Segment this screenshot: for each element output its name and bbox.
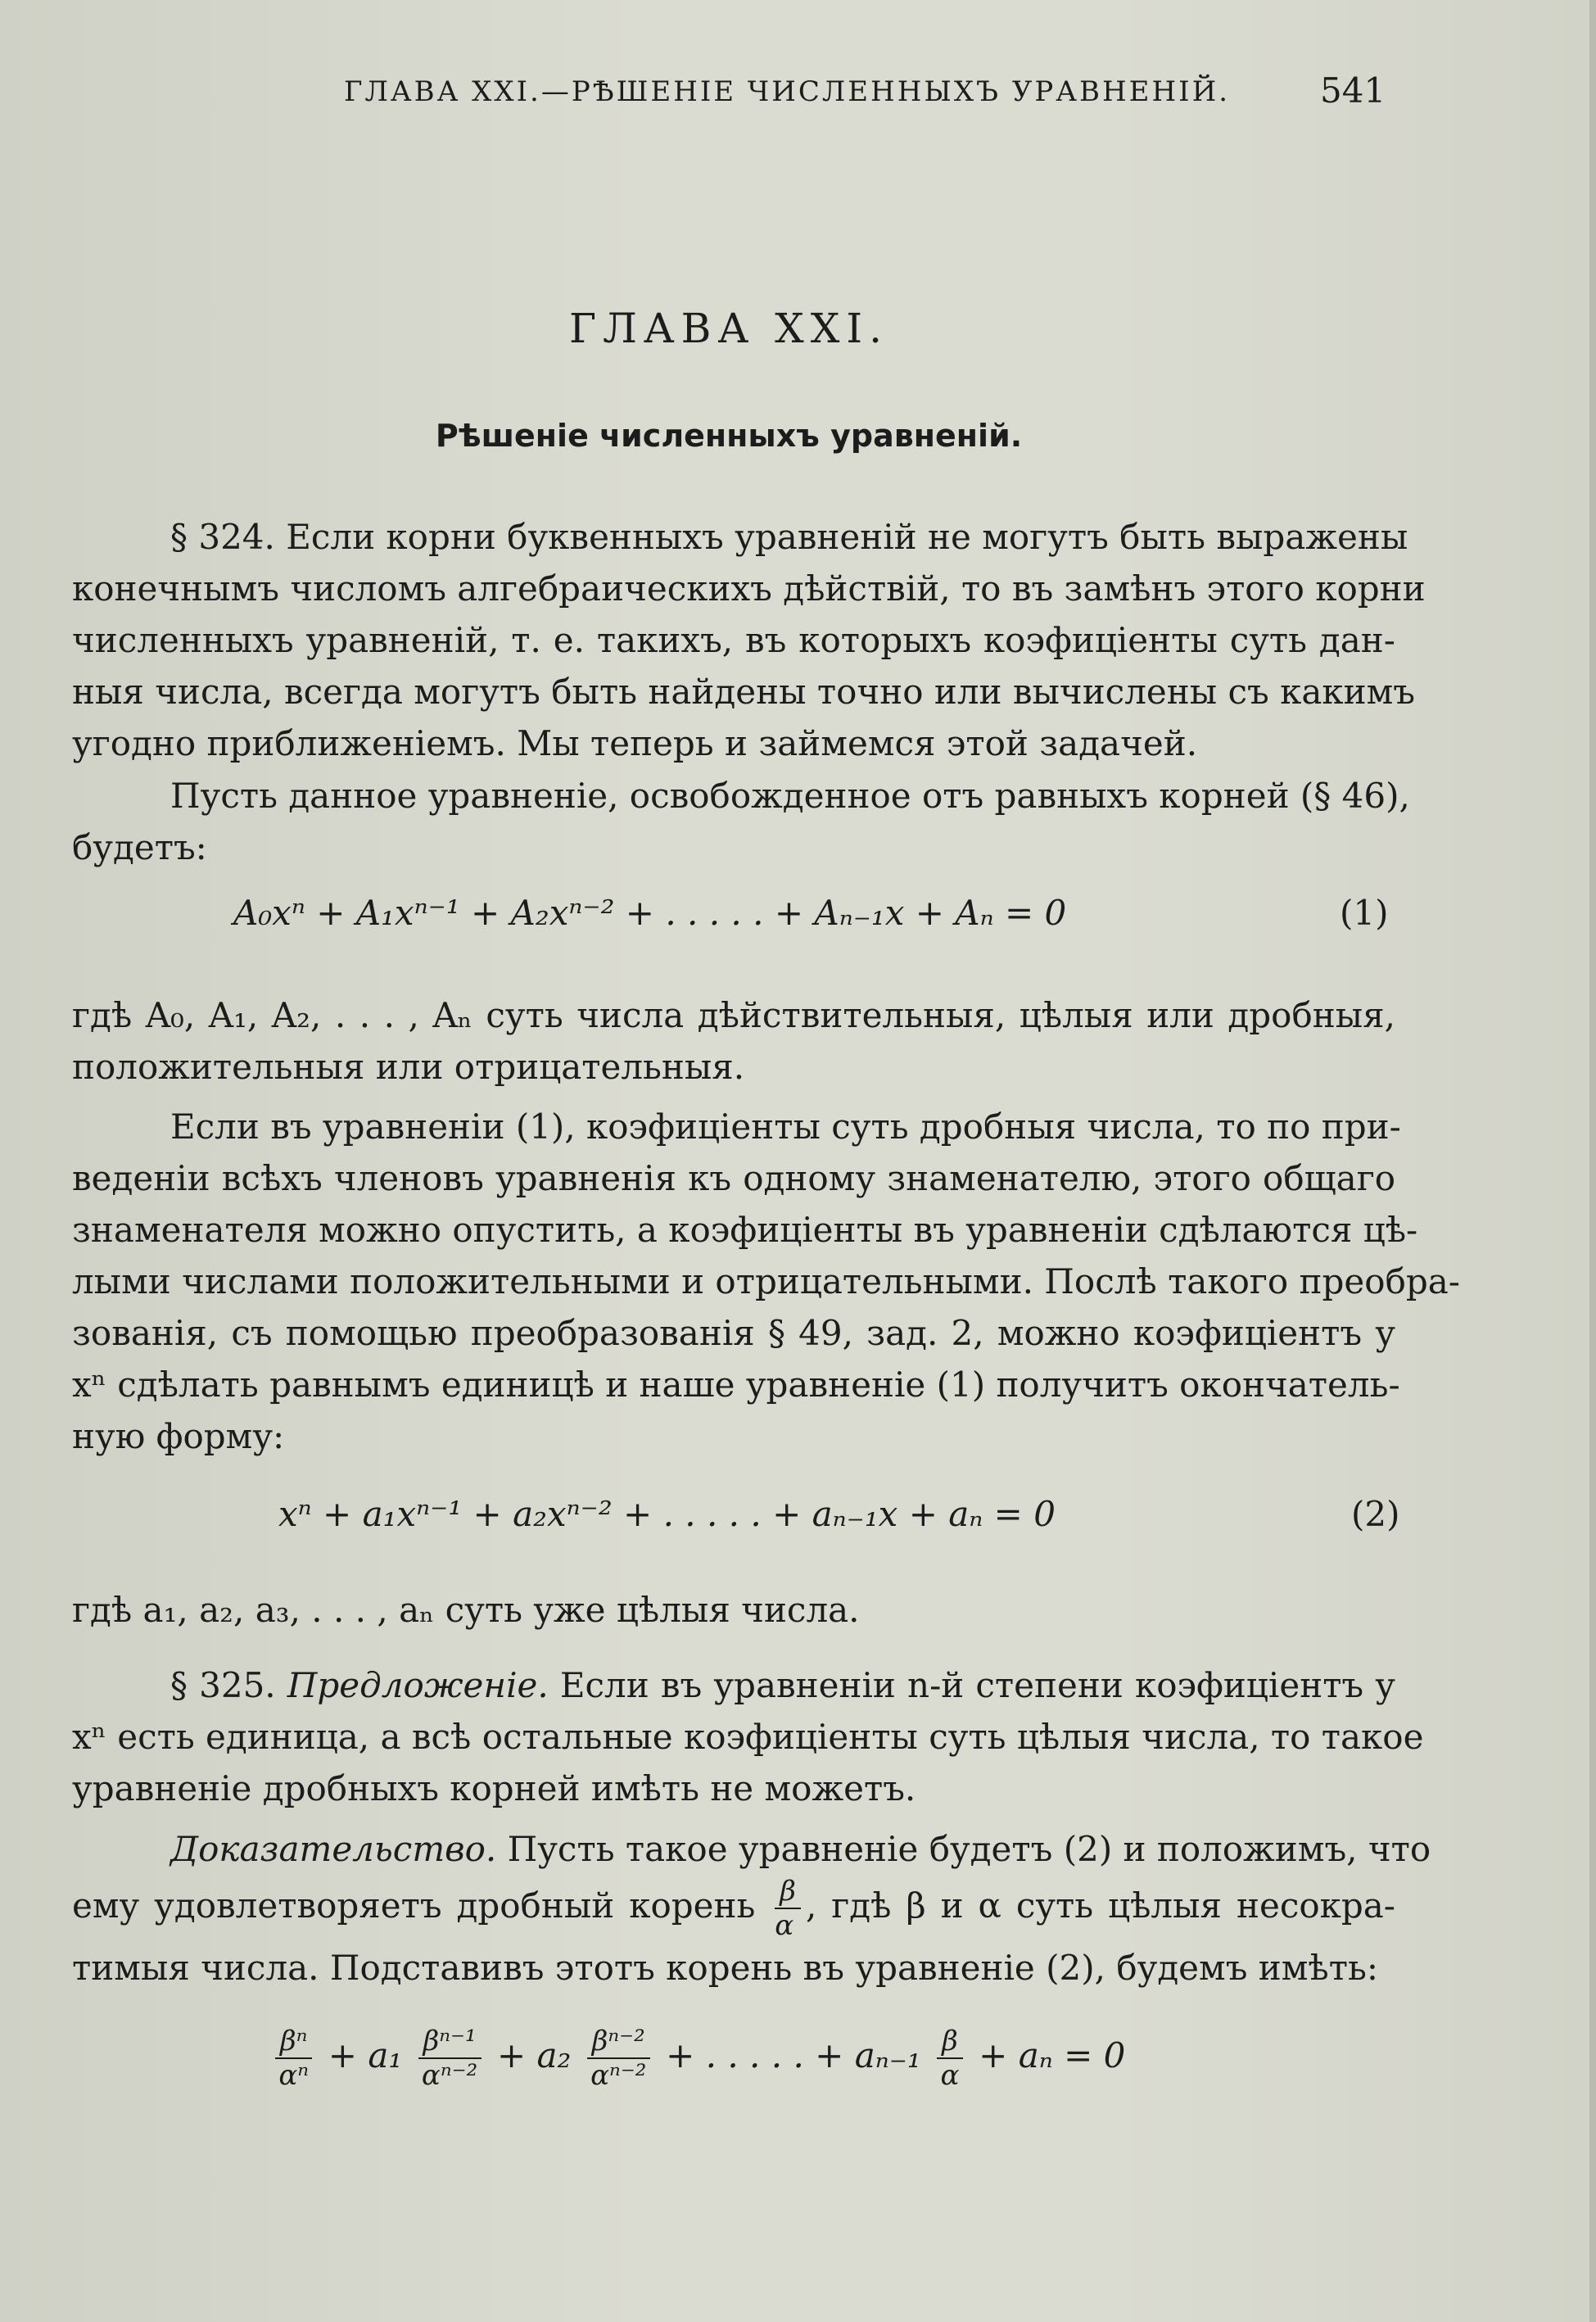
paragraph-325 xyxy=(72,1659,1424,1814)
text-line: ную форму: xyxy=(72,1416,285,1456)
text-line xyxy=(72,1823,1431,1875)
proof-term: Доказательство. xyxy=(170,1829,497,1869)
term-fraction xyxy=(418,2025,482,2092)
text-line: будетъ: xyxy=(72,827,207,867)
text-line: положительныя или отрицательныя. xyxy=(72,1047,745,1087)
equation-fragment: + a₂ xyxy=(496,2035,572,2075)
equation-3 xyxy=(270,2025,1125,2092)
fraction-denominator: αⁿ xyxy=(278,2059,310,2092)
fraction-denominator: αⁿ⁻² xyxy=(421,2059,478,2092)
fraction-numerator: βⁿ⁻² xyxy=(587,2025,650,2059)
fraction-denominator: α xyxy=(775,1909,794,1942)
fraction-numerator: β xyxy=(937,2025,963,2059)
paragraph-proof xyxy=(72,1823,1431,1994)
fraction-numerator: β xyxy=(775,1875,801,1909)
text-line: xⁿ есть единица, а всѣ остальные коэфиціенты суть цѣлыя числа, то такое xyxy=(72,1717,1424,1757)
term-fraction xyxy=(937,2025,963,2092)
section-number: § 325. xyxy=(170,1665,276,1705)
text-line: Пусть данное уравненіе, освобожденное отъ равныхъ корней (§ 46), xyxy=(170,776,1410,816)
chapter-subtitle: Рѣшеніе численныхъ уравненій. xyxy=(435,418,1023,454)
text-line: Если въ уравненіи (1), коэфиціенты суть дробныя числа, то по при- xyxy=(170,1107,1401,1147)
text-line: знаменателя можно опустить, а коэфиціенты въ уравненіи сдѣлаются цѣ- xyxy=(72,1210,1418,1250)
text-line: конечнымъ числомъ алгебраическихъ дѣйствій, то въ замѣнъ этого корни xyxy=(72,568,1426,609)
equation-1-number: (1) xyxy=(1340,893,1389,933)
text-fragment: Пусть такое уравненіе будетъ (2) и положимъ, что xyxy=(507,1829,1431,1869)
text-line: ныя числа, всегда могутъ быть найдены точно или вычислены съ какимъ xyxy=(72,672,1416,712)
running-header xyxy=(0,70,1596,116)
term-fraction xyxy=(275,2025,312,2092)
paragraph-fractional-coefficients xyxy=(72,1101,1460,1462)
proposition-term: Предложеніе. xyxy=(287,1665,549,1705)
term-fraction xyxy=(587,2025,650,2092)
text-line: численныхъ уравненій, т. е. такихъ, въ которыхъ коэфиціенты суть дан- xyxy=(72,620,1395,660)
equation-fragment: + . . . . . + aₙ₋₁ xyxy=(666,2035,921,2075)
text-fragment: Если въ уравненіи n-й степени коэфиціентъ у xyxy=(559,1665,1395,1705)
equation-1: A₀xⁿ + A₁xⁿ⁻¹ + A₂xⁿ⁻² + . . . . . + Aₙ₋₁x + Aₙ = 0 xyxy=(233,893,1067,933)
text-line: зованія, съ помощью преобразованія § 49, зад. 2, можно коэфиціентъ у xyxy=(72,1313,1395,1353)
text-line: лыми числами положительными и отрицательными. Послѣ такого преобра- xyxy=(72,1261,1460,1301)
fraction-numerator: βⁿ⁻¹ xyxy=(418,2025,482,2059)
text-line: угодно приближеніемъ. Мы теперь и займемся этой задачей. xyxy=(72,723,1198,763)
running-title: ГЛАВА XXI.—РѢШЕНІЕ ЧИСЛЕННЫХЪ УРАВНЕНІЙ. xyxy=(344,75,1231,108)
text-line: § 324. Если корни буквенныхъ уравненій не могутъ быть выражены xyxy=(170,517,1408,557)
equation-2-number: (2) xyxy=(1351,1494,1400,1534)
text-fragment: ему удовлетворяетъ дробный корень xyxy=(72,1885,756,1926)
text-line: веденіи всѣхъ членовъ уравненія къ одному знаменателю, этого общаго xyxy=(72,1158,1395,1198)
equation-2: xⁿ + a₁xⁿ⁻¹ + a₂xⁿ⁻² + . . . . . + aₙ₋₁x + aₙ = 0 xyxy=(278,1494,1056,1534)
text-fragment: , гдѣ β и α суть цѣлыя несокра- xyxy=(805,1885,1395,1926)
chapter-heading: ГЛАВА XXI. xyxy=(568,305,889,352)
paragraph-coefficients xyxy=(72,989,1395,1093)
fraction-denominator: αⁿ⁻² xyxy=(590,2059,647,2092)
text-line: гдѣ A₀, A₁, A₂, . . . , Aₙ суть числа дѣйствительныя, цѣлыя или дробныя, xyxy=(72,995,1395,1035)
text-line: тимыя числа. Подставивъ этотъ корень въ уравненіе (2), будемъ имѣть: xyxy=(72,1948,1379,1988)
equation-fragment: + a₁ xyxy=(328,2035,403,2075)
page-edge xyxy=(1589,0,1596,2322)
equation-fragment: + aₙ = 0 xyxy=(979,2035,1126,2075)
text-line: уравненіе дробныхъ корней имѣть не можетъ. xyxy=(72,1768,916,1808)
paragraph-given-equation xyxy=(72,770,1410,873)
paragraph-324 xyxy=(72,511,1426,769)
fraction-numerator: βⁿ xyxy=(275,2025,312,2059)
fraction-denominator: α xyxy=(940,2059,960,2092)
text-line: xⁿ сдѣлать равнымъ единицѣ и наше уравненіе (1) получитъ окончатель- xyxy=(72,1365,1400,1405)
page-number: 541 xyxy=(1320,70,1386,111)
paragraph-integer-coefficients xyxy=(72,1584,1395,1636)
text-line: гдѣ a₁, a₂, a₃, . . . , aₙ суть уже цѣлыя числа. xyxy=(72,1590,860,1630)
text-line xyxy=(72,1659,1395,1711)
text-line xyxy=(72,1875,1395,1942)
root-fraction xyxy=(775,1875,801,1942)
